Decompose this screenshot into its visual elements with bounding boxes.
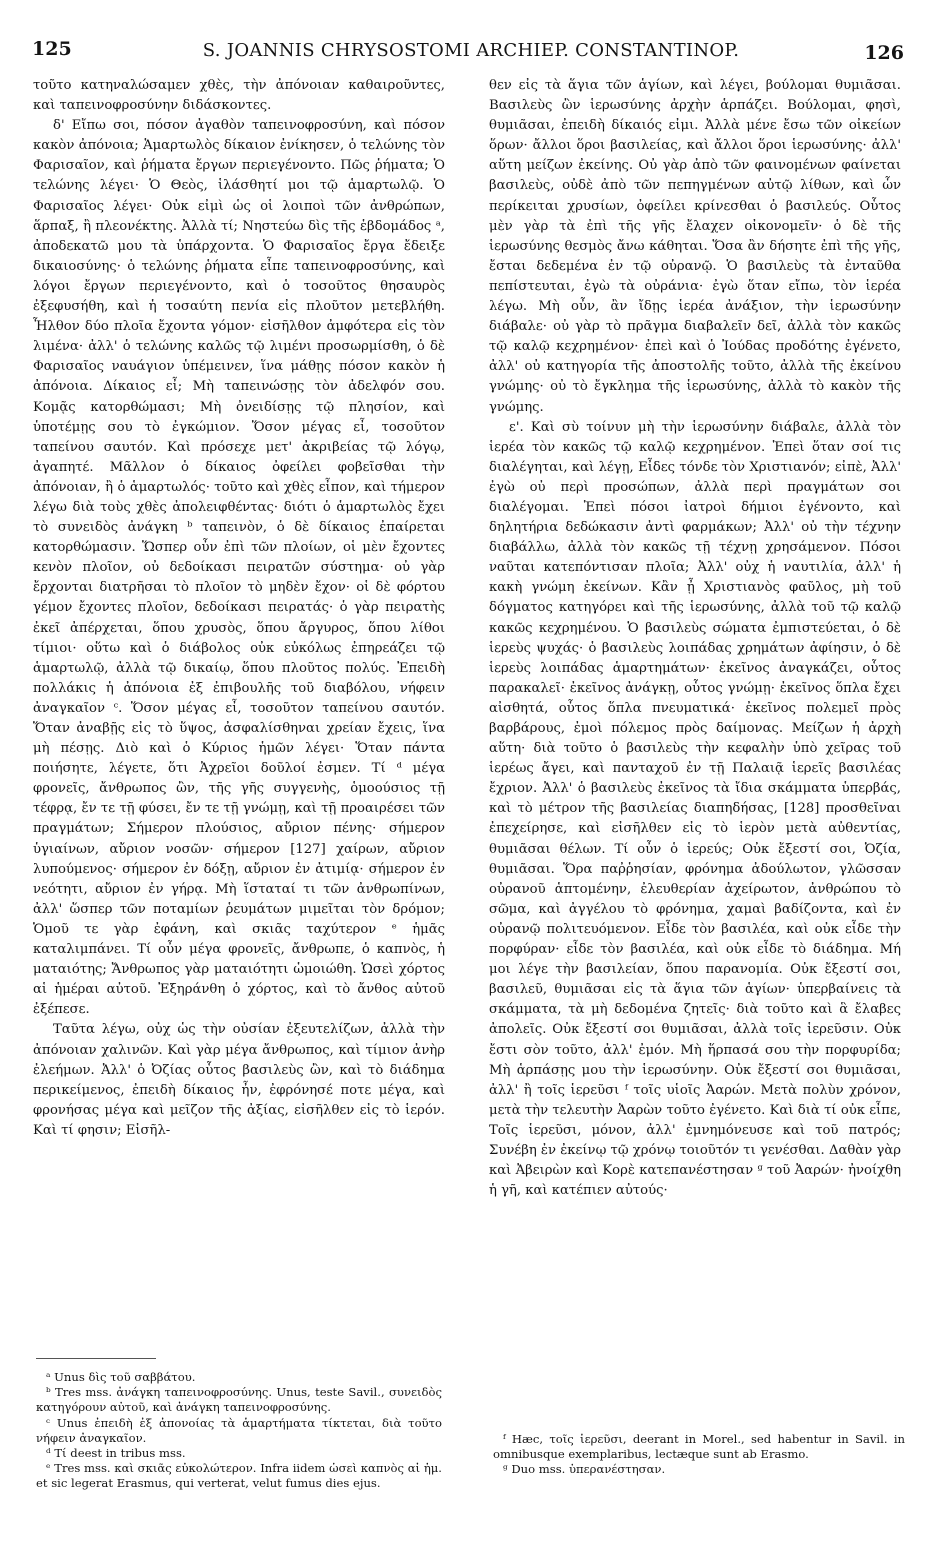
footnotes-left xyxy=(36,1370,442,1492)
footnote: ᶠ Hæc, τοῖς ἱερεῦσι, deerant in Morel., sed habentur in Savil. in omnibusque exemplaribus, lectæque sunt ab Erasmo. xyxy=(493,1432,905,1462)
paragraph: θεν εἰς τὰ ἅγια τῶν ἁγίων, καὶ λέγει, βούλομαι θυμιᾶσαι. Βασιλεὺς ὢν ἱερωσύνης ἀρχὴν ἁρπάζει. Βούλομαι, φησὶ, θυμιᾶσαι, ἐπειδὴ δίκαιός εἰμι. Ἀλλὰ μένε ἔσω τῶν οἰκείων ὅρων· ἄλλοι ὅροι βασιλείας, καὶ ἄλλοι ὅροι ἱερωσύνης· ἀλλ' αὕτη μείζων ἐκείνης. Οὐ γὰρ ἀπὸ τῶν φαινομένων φαίνεται βασιλεὺς, οὐδὲ ἀπὸ τῶν πεπηγμένων αὐτῷ λίθων, καὶ ὧν περίκειται χρυσίων, ὀφείλει κρίνεσθαι ὁ βασιλεύς. Οὗτος μὲν γὰρ τὰ ἐπὶ τῆς γῆς ἔλαχεν οἰκονομεῖν· ὁ δὲ τῆς ἱερωσύνης θεσμὸς ἄνω κάθηται. Ὅσα ἂν δήσητε ἐπὶ τῆς γῆς, ἔσται δεδεμένα ἐν τῷ οὐρανῷ. Ὁ βασιλεὺς τὰ ἐνταῦθα πεπίστευται, ἐγὼ τὰ οὐράνια· ἐγὼ ὅταν εἴπω, τὸν ἱερέα λέγω. Μὴ οὖν, ἂν ἴδῃς ἱερέα ἀνάξιον, τὴν ἱερωσύνην διάβαλε· οὐ γὰρ τὸ πρᾶγμα διαβαλεῖν δεῖ, ἀλλὰ τὸν κακῶς τῷ καλῷ κεχρημένον· ἐπεὶ καὶ ὁ Ἰούδας προδότης ἐγένετο, ἀλλ' οὐ κατηγορία τῆς ἀποστολῆς τοῦτο, ἀλλὰ τῆς ἐκείνου γνώμης· οὐ τὸ ἔγκλημα τῆς ἱερωσύνης, ἀλλὰ τὸ κακὸν τῆς γνώμης. xyxy=(489,78,901,415)
paragraph: δ' Εἴπω σοι, πόσον ἀγαθὸν ταπεινοφροσύνη, καὶ πόσον κακὸν ἀπόνοια; Ἁμαρτωλὸς δίκαιον ἐνίκησεν, ὁ τελώνης τὸν Φαρισαῖον, καὶ ῥήματα ἔργων περιεγένοντο. Πῶς ῥήματα; Ὁ τελώνης λέγει· Ὁ Θεὸς, ἱλάσθητί μοι τῷ ἁμαρτωλῷ. Ὁ Φαρισαῖος λέγει· Οὐκ εἰμὶ ὡς οἱ λοιποὶ τῶν ἀνθρώπων, ἅρπαξ, ἢ πλεονέκτης. Ἀλλὰ τί; Νηστεύω δὶς τῆς ἑβδομάδος ᵃ, ἀποδεκατῶ μου τὰ ὑπάρχοντα. Ὁ Φαρισαῖος ἔργα ἔδειξε δικαιοσύνης· ὁ τελώνης ῥήματα εἶπε ταπεινοφροσύνης, καὶ λόγοι ἔργων περιεγένοντο, καὶ ὁ τοσοῦτος θησαυρὸς ἐξεφυσήθη, καὶ ἡ τοσαύτη πενία εἰς πλοῦτον μετεβλήθη. Ἦλθον δύο πλοῖα ἔχοντα γόμον· εἰσῆλθον ἀμφότερα εἰς τὸν λιμένα· ἀλλ' ὁ τελώνης καλῶς τῷ λιμένι προσωρμίσθη, ὁ δὲ Φαρισαῖος ναυάγιον ὑπέμεινεν, ἵνα μάθῃς πόσον κακὸν ἡ ἀπόνοια. Δίκαιος εἶ; Μὴ ταπεινώσῃς τὸν ἀδελφόν σου. Κομᾷς κατορθώμασι; Μὴ ὀνειδίσῃς τῷ πλησίον, καὶ ὑποτέμῃς σου τὸ ἐγκώμιον. Ὅσον μέγας εἶ, τοσοῦτον ταπείνου σαυτόν. Καὶ πρόσεχε μετ' ἀκριβείας τῷ λόγῳ, ἀγαπητέ. Μᾶλλον ὁ δίκαιος ὀφείλει φοβεῖσθαι τὴν ἀπόνοιαν, ἢ ὁ ἁμαρτωλός· τοῦτο καὶ χθὲς εἶπον, καὶ τήμερον λέγω διὰ τοὺς χθὲς ἀπολειφθέντας· διότι ὁ ἁμαρτωλὸς ἔχει τὸ συνειδὸς ἀνάγκη ᵇ ταπεινὸν, ὁ δὲ δίκαιος ἐπαίρεται κατορθώμασιν. Ὥσπερ οὖν ἐπὶ τῶν πλοίων, οἱ μὲν ἔχοντες κενὸν πλοῖον, οὐ δεδοίκασι πειρατῶν σύστημα· οὐ γὰρ ἔρχονται διατρῆσαι τὸ πλοῖον τὸ μηδὲν ἔχον· οἱ δὲ φόρτου γέμον ἔχοντες πλοῖον, δεδοίκασι πειρατάς· ὁ γὰρ πειρατὴς ἐκεῖ ἀπέρχεται, ὅπου χρυσὸς, ὅπου ἄργυρος, ὅπου λίθοι τίμιοι· οὕτω καὶ ὁ διάβολος οὐκ εὐκόλως ἐπηρεάζει τῷ ἁμαρτωλῷ, ἀλλὰ τῷ δικαίῳ, ὅπου πλοῦτος πολύς. Ἐπειδὴ πολλάκις ἡ ἀπόνοια ἐξ ἐπιβουλῆς τοῦ διαβόλου, νήφειν ἀναγκαῖον ᶜ. Ὅσον μέγας εἶ, τοσοῦτον ταπείνου σαυτόν. Ὅταν ἀναβῇς εἰς τὸ ὕψος, ἀσφαλίσθηναι χρείαν ἔχεις, ἵνα μὴ πέσῃς. Διὸ καὶ ὁ Κύριος ἡμῶν λέγει· Ὅταν πάντα ποιήσητε, λέγετε, ὅτι Ἀχρεῖοι δοῦλοί ἐσμεν. Τί ᵈ μέγα φρονεῖς, ἄνθρωπος ὢν, τῆς γῆς συγγενὴς, ὁμοούσιος τῇ τέφρᾳ, ἔν τε τῇ φύσει, ἔν τε τῇ γνώμῃ, καὶ τῇ προαιρέσει τῶν πραγμάτων; Σήμερον πλούσιος, αὔριον πένης· σήμερον ὑγιαίνων, αὔριον νοσῶν· σήμερον [127] χαίρων, αὔριον λυπούμενος· σήμερον ἐν δόξῃ, αὔριον ἐν ἀτιμίᾳ· σήμερον ἐν νεότητι, αὔριον ἐν γήρᾳ. Μὴ ἵσταταί τι τῶν ἀνθρωπίνων, ἀλλ' ὥσπερ τῶν ποταμίων ῥευμάτων μιμεῖται τὸν δρόμον; Ὁμοῦ τε γὰρ ἐφάνη, καὶ σκιᾶς ταχύτερον ᵉ ἡμᾶς καταλιμπάνει. Τί οὖν μέγα φρονεῖς, ἄνθρωπε, ὁ καπνὸς, ἡ ματαιότης; Ἄνθρωπος γὰρ ματαιότητι ὡμοιώθη. Ὡσεὶ χόρτος αἱ ἡμέραι αὐτοῦ. Ἐξηράνθη ὁ χόρτος, καὶ τὸ ἄνθος αὐτοῦ ἐξέπεσε. xyxy=(33,118,445,1018)
footnote-rule xyxy=(36,1358,156,1359)
page-number-right: 126 xyxy=(864,42,904,64)
page-header xyxy=(0,38,942,68)
paragraph: τοῦτο κατηναλώσαμεν χθὲς, τὴν ἀπόνοιαν καθαιροῦντες, καὶ ταπεινοφροσύνην διδάσκοντες. xyxy=(33,78,445,114)
paragraph: ε'. Καὶ σὺ τοίνυν μὴ τὴν ἱερωσύνην διάβαλε, ἀλλὰ τὸν ἱερέα τὸν κακῶς τῷ καλῷ κεχρημένον. Ἐπεὶ ὅταν σοί τις διαλέγηται, καὶ λέγῃ, Εἶδες τόνδε τὸν Χριστιανόν; εἰπὲ, Ἀλλ' ἐγὼ οὐ περὶ προσώπων, ἀλλὰ περὶ πραγμάτων σοι διαλέγομαι. Ἐπεὶ πόσοι ἰατροὶ δήμιοι ἐγένοντο, καὶ δηλητήρια δεδώκασιν ἀντὶ φαρμάκων; Ἀλλ' οὐ τὴν τέχνην διαβάλλω, ἀλλὰ τὸν κακῶς τῇ τέχνῃ χρησάμενον. Πόσοι ναῦται κατεπόντισαν πλοῖα; Ἀλλ' οὐχ ἡ ναυτιλία, ἀλλ' ἡ κακὴ γνώμη ἐκείνων. Κἂν ᾖ Χριστιανὸς φαῦλος, μὴ τοῦ δόγματος κατηγόρει καὶ τῆς ἱερωσύνης, ἀλλὰ τοῦ τῷ καλῷ κακῶς κεχρημένου. Ὁ βασιλεὺς σώματα ἐμπιστεύεται, ὁ δὲ ἱερεὺς ψυχάς· ὁ βασιλεὺς λοιπάδας χρημάτων ἀφίησιν, ὁ δὲ ἱερεὺς λοιπάδας ἁμαρτημάτων· ἐκεῖνος ἀναγκάζει, οὗτος παρακαλεῖ· ἐκεῖνος ἀνάγκῃ, οὗτος γνώμῃ· ἐκεῖνος ὅπλα ἔχει αἰσθητά, οὗτος ὅπλα πνευματικά· ἐκεῖνος πολεμεῖ πρὸς βαρβάρους, ἐμοὶ πόλεμος πρὸς δαίμονας. Μείζων ἡ ἀρχὴ αὕτη· διὰ τοῦτο ὁ βασιλεὺς τὴν κεφαλὴν ὑπὸ χεῖρας τοῦ ἱερέως ἄγει, καὶ πανταχοῦ ἐν τῇ Παλαιᾷ ἱερεῖς βασιλέας ἔχριον. Ἀλλ' ὁ βασιλεὺς ἐκεῖνος τὰ ἴδια σκάμματα ὑπερβάς, καὶ τὸ μέτρον τῆς βασιλείας διαπηδήσας, [128] προσθεῖναι ἐπεχείρησε, καὶ εἰσῆλθεν εἰς τὸ ἱερὸν μετὰ αὐθεντίας, θυμιᾶσαι θέλων. Τί οὖν ὁ ἱερεύς; Οὐκ ἔξεστί σοι, Ὀζία, θυμιᾶσαι. Ὅρα παῤῥησίαν, φρόνημα ἀδούλωτον, γλῶσσαν οὐρανοῦ ἁπτομένην, ἐλευθερίαν ἀχείρωτον, ἀνθρώπου τὸ σῶμα, καὶ ἀγγέλου τὸ φρόνημα, χαμαὶ βαδίζοντα, καὶ ἐν οὐρανῷ πολιτευόμενον. Εἶδε τὸν βασιλέα, καὶ οὐκ εἶδε τὴν πορφύραν· εἶδε τὸν βασιλέα, καὶ οὐκ εἶδε τὸ διάδημα. Μή μοι λέγε τὴν βασιλείαν, ὅπου παρανομία. Οὐκ ἔξεστί σοι, βασιλεῦ, θυμιᾶσαι εἰς τὰ ἅγια τῶν ἁγίων· ὑπερβαίνεις τὰ σκάμματα, τὰ μὴ δεδομένα ζητεῖς· διὰ τοῦτο καὶ ἃ ἔλαβες ἀπολεῖς. Οὐκ ἔξεστί σοι θυμιᾶσαι, ἀλλὰ τοῖς ἱερεῦσιν. Οὐκ ἔστι σὸν τοῦτο, ἀλλ' ἐμόν. Μὴ ἥρπασά σου τὴν πορφυρίδα; Μὴ ἁρπάσῃς μου τὴν ἱερωσύνην. Οὐκ ἔξεστί σοι θυμιᾶσαι, ἀλλ' ἢ τοῖς ἱερεῦσι ᶠ τοῖς υἱοῖς Ἀαρών. Μετὰ πολὺν χρόνον, μετὰ τὴν τελευτὴν Ἀαρὼν τοῦτο ἐγένετο. Καὶ διὰ τί οὐκ εἶπε, Τοῖς ἱερεῦσι, μόνον, ἀλλ' ἐμνημόνευσε καὶ τοῦ πατρός; Συνέβη ἐν ἐκείνῳ τῷ χρόνῳ τοιοῦτόν τι γενέσθαι. Δαθὰν γὰρ καὶ Ἀβειρὼν καὶ Κορὲ κατεπανέστησαν ᵍ τοῦ Ἀαρών· ἠνοίχθη ἡ γῆ, καὶ κατέπιεν αὐτούς· xyxy=(489,419,901,1199)
footnote: ᵈ Τί deest in tribus mss. xyxy=(46,1446,186,1461)
footnote: ᵉ Tres mss. καὶ σκιᾶς εὐκολώτερον. Infra iidem ὡσεὶ καπνὸς αἱ ἡμ. et sic legerat Erasmus, qui verterat, velut fumus dies ejus. xyxy=(36,1461,442,1491)
footnote: ᵇ Tres mss. ἀνάγκη ταπεινοφροσύνης. Unus, teste Savil., συνειδὸς κατηγόρουν αὐτοῦ, καὶ ἀνάγκη ταπεινοφροσύνης. xyxy=(36,1385,442,1415)
footnote: ᵍ Duo mss. ὑπερανέστησαν. xyxy=(503,1462,666,1477)
page-number-left: 125 xyxy=(32,38,72,60)
running-title: S. JOANNIS CHRYSOSTOMI ARCHIEP. CONSTANTINOP. xyxy=(202,40,740,61)
footnotes-right xyxy=(493,1432,905,1478)
paragraph: Ταῦτα λέγω, οὐχ ὡς τὴν οὐσίαν ἐξευτελίζων, ἀλλὰ τὴν ἀπόνοιαν χαλινῶν. Καὶ γὰρ μέγα ἄνθρωπος, καὶ τίμιον ἀνὴρ ἐλεήμων. Ἀλλ' ὁ Ὀζίας οὗτος βασιλεὺς ὢν, καὶ τὸ διάδημα περικείμενος, ἐπειδὴ δίκαιος ἦν, ἐφρόνησέ ποτε μέγα, καὶ φρονήσας μέγα καὶ μεῖζον τῆς ἀξίας, εἰσῆλθεν εἰς τὸ ἱερόν. Καὶ τί φησιν; Εἰσῆλ- xyxy=(33,1022,445,1138)
footnote: ᵃ Unus δὶς τοῦ σαββάτου. xyxy=(46,1370,196,1384)
footnote: ᶜ Unus ἐπειδὴ ἐξ ἀπονοίας τὰ ἁμαρτήματα τίκτεται, διὰ τοῦτο νήφειν ἀναγκαῖον. xyxy=(36,1415,442,1445)
left-column xyxy=(33,76,445,1141)
right-column xyxy=(489,76,901,1201)
